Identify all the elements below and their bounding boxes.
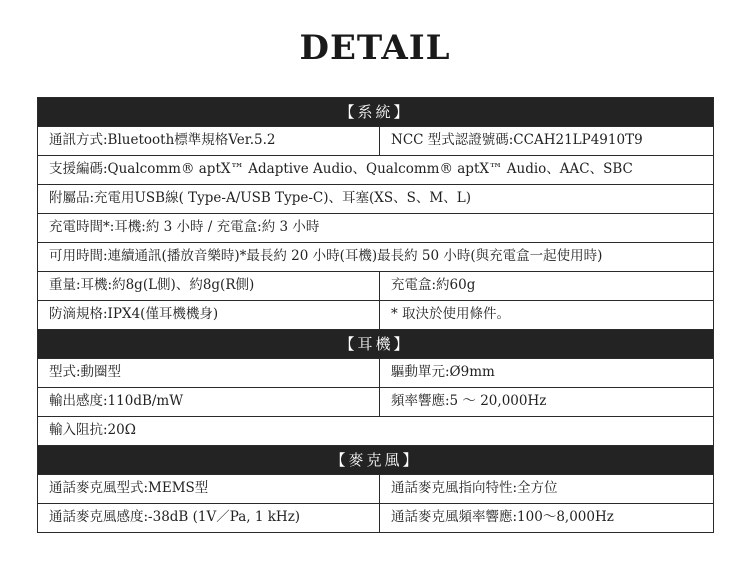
spec-row [38,156,714,185]
spec-cell: 通話麥克風型式:MEMS型 [38,475,380,504]
spec-cell: 輸出感度:110dB/mW [38,388,380,417]
spec-cell: NCC 型式認證號碼:CCAH21LP4910T9 [380,127,714,156]
section-header-row [38,446,714,475]
spec-row [38,359,714,388]
spec-cell: 支援編碼:Qualcomm® aptX™ Adaptive Audio、Qualcomm® aptX™ Audio、AAC、SBC [38,156,714,185]
spec-cell: * 取決於使用條件。 [380,301,714,330]
spec-cell: 通話麥克風感度:-38dB (1V／Pa, 1 kHz) [38,504,380,533]
spec-row [38,127,714,156]
spec-row [38,185,714,214]
section-header: 【系統】 [38,98,714,127]
spec-cell: 頻率響應:5 ～ 20,000Hz [380,388,714,417]
section-header: 【麥克風】 [38,446,714,475]
spec-cell: 附屬品:充電用USB線( Type-A/USB Type-C)、耳塞(XS、S、M、L) [38,185,714,214]
spec-cell: 充電時間*:耳機:約 3 小時 / 充電盒:約 3 小時 [38,214,714,243]
spec-row [38,388,714,417]
page-title: DETAIL [299,28,451,68]
section-header: 【耳機】 [38,330,714,359]
spec-cell: 驅動單元:Ø9mm [380,359,714,388]
spec-row [38,504,714,533]
spec-cell: 通訊方式:Bluetooth標準規格Ver.5.2 [38,127,380,156]
spec-cell: 型式:動圈型 [38,359,380,388]
spec-table [37,97,714,533]
spec-cell: 通話麥克風頻率響應:100～8,000Hz [380,504,714,533]
spec-row [38,243,714,272]
spec-row [38,301,714,330]
spec-row [38,214,714,243]
section-header-row [38,330,714,359]
spec-row [38,417,714,446]
spec-row [38,272,714,301]
spec-cell: 通話麥克風指向特性:全方位 [380,475,714,504]
section-header-row [38,98,714,127]
spec-cell: 充電盒:約60g [380,272,714,301]
spec-cell: 防滴規格:IPX4(僅耳機機身) [38,301,380,330]
spec-cell: 可用時間:連續通訊(播放音樂時)*最長約 20 小時(耳機)最長約 50 小時(與充電盒一起使用時) [38,243,714,272]
spec-cell: 輸入阻抗:20Ω [38,417,714,446]
spec-row [38,475,714,504]
spec-cell: 重量:耳機:約8g(L側)、約8g(R側) [38,272,380,301]
